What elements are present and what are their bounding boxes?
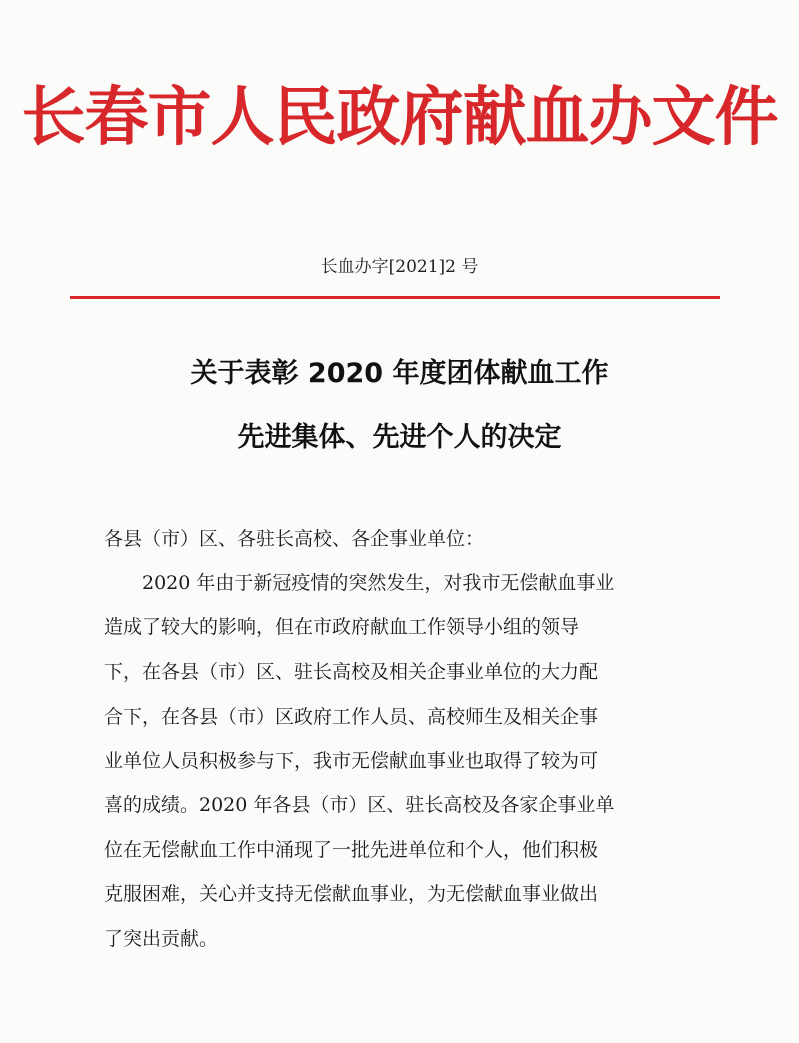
- body-text-line: 合下，在各县（市）区政府工作人员、高校师生及相关企事: [104, 706, 599, 728]
- body-text-line: 造成了较大的影响，但在市政府献血工作领导小组的领导: [104, 616, 580, 638]
- body-text-line: 2020 年由于新冠疫情的突然发生，对我市无偿献血事业: [142, 572, 615, 594]
- salutation: 各县（市）区、各驻长高校、各企事业单位：: [104, 528, 485, 550]
- red-divider-line: [70, 296, 720, 299]
- body-text-line: 克服困难，关心并支持无偿献血事业，为无偿献血事业做出: [104, 883, 599, 905]
- document-title-line-1: 关于表彰 2020 年度团体献血工作: [190, 358, 609, 389]
- body-text-line: 喜的成绩。2020 年各县（市）区、驻长高校及各家企事业单: [104, 794, 615, 816]
- body-text-line: 位在无偿献血工作中涌现了一批先进单位和个人，他们积极: [104, 839, 599, 861]
- body-text-line: 了突出贡献。: [104, 928, 219, 950]
- document-title-line-2: 先进集体、先进个人的决定: [237, 422, 562, 453]
- document-number: 长血办字[2021]2 号: [320, 257, 479, 277]
- body-text-line: 业单位人员积极参与下，我市无偿献血事业也取得了较为可: [104, 750, 599, 772]
- issuer-header: 长春市人民政府献血办文件: [21, 80, 778, 155]
- body-text-line: 下，在各县（市）区、驻长高校及相关企事业单位的大力配: [104, 661, 599, 683]
